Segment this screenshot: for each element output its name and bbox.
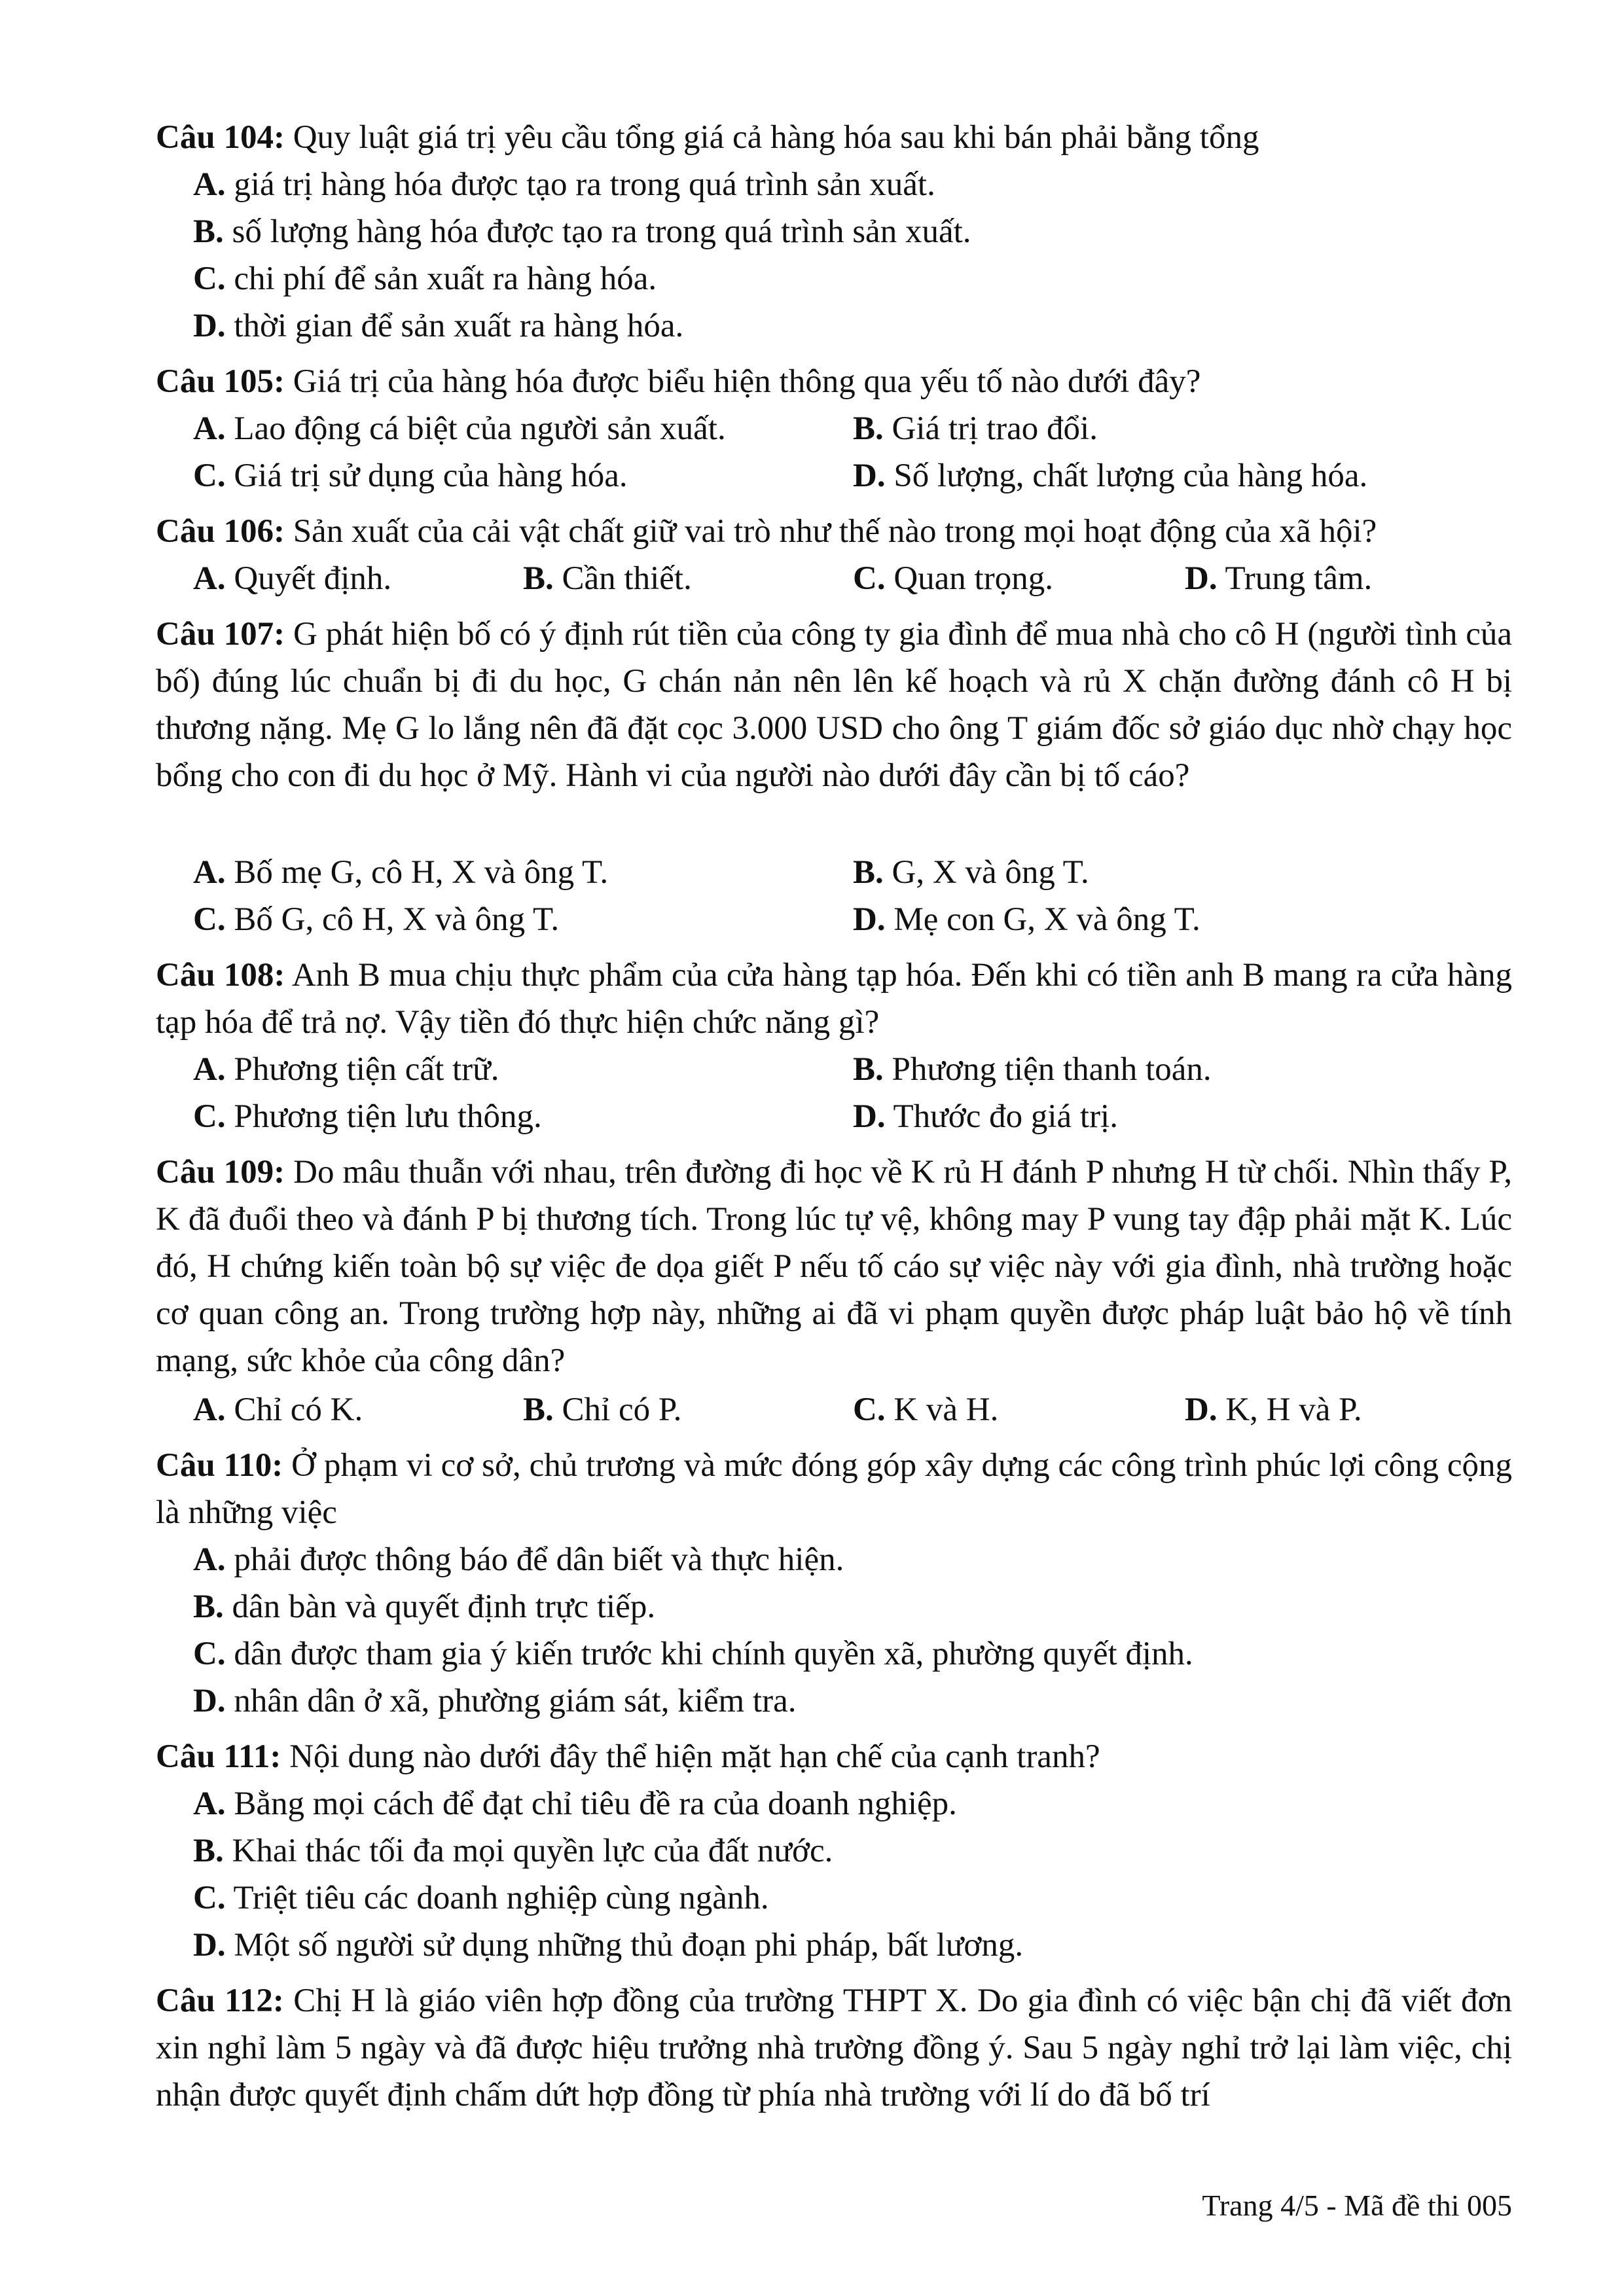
option-107-d[interactable] [853, 896, 1200, 943]
option-text: thời gian để sản xuất ra hàng hóa. [234, 308, 684, 344]
option-label: B. [193, 1588, 224, 1625]
question-stem [156, 114, 1512, 161]
option-text: Khai thác tối đa mọi quyền lực của đất nước. [232, 1833, 833, 1869]
option-label: C. [193, 1098, 226, 1135]
option-label: C. [853, 1391, 886, 1428]
option-label: B. [193, 1833, 224, 1869]
option-label: A. [193, 1391, 226, 1428]
option-text: dân bàn và quyết định trực tiếp. [232, 1588, 656, 1625]
option-text: Phương tiện thanh toán. [892, 1051, 1212, 1088]
question-text: Chị H là giáo viên hợp đồng của trường THPT X. Do gia đình có việc bận chị đã viết đơn xin nghỉ làm 5 ngày và đã được hiệu trưởng nhà trường đồng ý. Sau 5 ngày nghỉ trở lại làm việc, chị nhận được quyết định chấm dứt hợp đồng từ phía nhà trường với lí do đã bố trí [156, 1982, 1512, 2113]
option-110-a[interactable] [193, 1536, 844, 1583]
option-107-c[interactable] [193, 896, 559, 943]
option-label: B. [193, 213, 224, 250]
option-105-d[interactable] [853, 452, 1367, 499]
page-footer: Trang 4/5 - Mã đề thi 005 [1202, 2189, 1512, 2222]
question-104 [156, 114, 1512, 161]
option-text: Bố mẹ G, cô H, X và ông T. [234, 854, 609, 891]
question-text: Giá trị của hàng hóa được biểu hiện thông qua yếu tố nào dưới đây? [293, 363, 1201, 400]
question-number: Câu 112: [156, 1982, 284, 2019]
option-text: Một số người sử dụng những thủ đoạn phi pháp, bất lương. [234, 1927, 1024, 1964]
question-105 [156, 358, 1512, 405]
option-text: nhân dân ở xã, phường giám sát, kiểm tra. [234, 1683, 797, 1719]
option-106-d[interactable] [1185, 555, 1372, 602]
option-110-c[interactable] [193, 1630, 1193, 1677]
option-109-d[interactable] [1185, 1386, 1362, 1433]
question-stem [156, 1733, 1512, 1780]
option-107-b[interactable] [853, 849, 1089, 896]
option-label: D. [853, 457, 886, 494]
option-111-b[interactable] [193, 1827, 833, 1874]
option-label: A. [193, 560, 226, 597]
option-105-c[interactable] [193, 452, 628, 499]
option-label: B. [853, 410, 884, 447]
option-text: Chỉ có P. [562, 1391, 682, 1428]
question-109 [156, 1149, 1512, 1384]
question-108 [156, 952, 1512, 1046]
question-stem [156, 1442, 1512, 1536]
question-stem [156, 611, 1512, 799]
option-label: A. [193, 1785, 226, 1822]
question-text: Anh B mua chịu thực phẩm của cửa hàng tạp hóa. Đến khi có tiền anh B mang ra cửa hàng tạp hóa để trả nợ. Vậy tiền đó thực hiện chức năng gì? [156, 957, 1512, 1041]
question-number: Câu 111: [156, 1738, 281, 1775]
option-label: D. [1185, 1391, 1218, 1428]
option-106-c[interactable] [853, 555, 1053, 602]
option-text: Triệt tiêu các doanh nghiệp cùng ngành. [233, 1880, 769, 1916]
option-text: Số lượng, chất lượng của hàng hóa. [893, 457, 1368, 494]
option-108-a[interactable] [193, 1046, 499, 1093]
option-text: dân được tham gia ý kiến trước khi chính quyền xã, phường quyết định. [234, 1636, 1193, 1672]
option-label: D. [193, 1927, 226, 1964]
option-label: C. [853, 560, 886, 597]
option-text: Phương tiện lưu thông. [234, 1098, 542, 1135]
option-label: C. [193, 457, 226, 494]
question-text: Do mâu thuẫn với nhau, trên đường đi học về K rủ H đánh P nhưng H từ chối. Nhìn thấy P, K đã đuổi theo và đánh P bị thương tích. Trong lúc tự vệ, không may P vung tay đập phải mặt K. Lúc đó, H chứng kiến toàn bộ sự việc đe dọa giết P nếu tố cáo sự việc này với gia đình, nhà trường hoặc cơ quan công an. Trong trường hợp này, những ai đã vi phạm quyền được pháp luật bảo hộ về tính mạng, sức khỏe của công dân? [156, 1154, 1512, 1379]
question-text: Nội dung nào dưới đây thể hiện mặt hạn chế của cạnh tranh? [289, 1738, 1100, 1775]
option-108-c[interactable] [193, 1093, 542, 1140]
option-label: D. [853, 901, 886, 938]
option-text: K, H và P. [1225, 1391, 1362, 1428]
option-label: A. [193, 1541, 226, 1578]
question-text: G phát hiện bố có ý định rút tiền của công ty gia đình để mua nhà cho cô H (người tình của bố) đúng lúc chuẩn bị đi du học, G chán nản nên lên kế hoạch và rủ X chặn đường đánh cô H bị thương nặng. Mẹ G lo lắng nên đã đặt cọc 3.000 USD cho ông T giám đốc sở giáo dục nhờ chạy học bổng cho con đi du học ở Mỹ. Hành vi của người nào dưới đây cần bị tố cáo? [156, 616, 1512, 794]
option-label: B. [523, 560, 554, 597]
option-text: G, X và ông T. [892, 854, 1089, 891]
option-label: B. [853, 854, 884, 891]
option-104-a[interactable] [193, 161, 935, 208]
option-106-b[interactable] [523, 555, 692, 602]
option-109-b[interactable] [523, 1386, 681, 1433]
question-number: Câu 110: [156, 1447, 283, 1484]
option-label: A. [193, 410, 226, 447]
option-text: giá trị hàng hóa được tạo ra trong quá trình sản xuất. [234, 166, 935, 203]
question-number: Câu 106: [156, 513, 285, 550]
question-110 [156, 1442, 1512, 1536]
option-text: Lao động cá biệt của người sản xuất. [234, 410, 726, 447]
option-110-d[interactable] [193, 1677, 796, 1725]
option-label: C. [193, 901, 226, 938]
option-label: D. [193, 308, 226, 344]
option-text: phải được thông báo để dân biết và thực hiện. [234, 1541, 844, 1578]
option-110-b[interactable] [193, 1583, 655, 1630]
option-text: Mẹ con G, X và ông T. [893, 901, 1200, 938]
question-stem [156, 1149, 1512, 1384]
option-label: D. [193, 1683, 226, 1719]
option-text: Giá trị trao đổi. [892, 410, 1098, 447]
option-text: Quyết định. [234, 560, 392, 597]
option-label: D. [853, 1098, 886, 1135]
option-111-a[interactable] [193, 1780, 957, 1827]
option-text: Cần thiết. [562, 560, 692, 597]
question-107 [156, 611, 1512, 799]
option-106-a[interactable] [193, 555, 391, 602]
option-text: Trung tâm. [1225, 560, 1373, 597]
question-number: Câu 107: [156, 616, 285, 653]
option-111-d[interactable] [193, 1922, 1023, 1969]
option-label: D. [1185, 560, 1218, 597]
option-text: K và H. [893, 1391, 999, 1428]
option-text: Quan trọng. [893, 560, 1053, 597]
question-number: Câu 104: [156, 119, 285, 156]
option-104-b[interactable] [193, 208, 971, 255]
question-stem [156, 508, 1512, 555]
option-label: A. [193, 166, 226, 203]
option-text: Thước đo giá trị. [893, 1098, 1118, 1135]
option-text: Phương tiện cất trữ. [234, 1051, 499, 1088]
option-text: số lượng hàng hóa được tạo ra trong quá trình sản xuất. [232, 213, 971, 250]
question-106 [156, 508, 1512, 555]
option-label: C. [193, 1880, 226, 1916]
question-number: Câu 109: [156, 1154, 285, 1191]
option-text: Bằng mọi cách để đạt chỉ tiêu đề ra của doanh nghiệp. [234, 1785, 957, 1822]
option-text: Giá trị sử dụng của hàng hóa. [234, 457, 628, 494]
question-number: Câu 108: [156, 957, 285, 994]
option-label: C. [193, 260, 226, 297]
option-104-c[interactable] [193, 255, 657, 302]
question-112 [156, 1977, 1512, 2119]
option-105-b[interactable] [853, 405, 1098, 452]
option-label: C. [193, 1636, 226, 1672]
option-label: B. [523, 1391, 554, 1428]
option-111-c[interactable] [193, 1874, 769, 1922]
option-text: Chỉ có K. [234, 1391, 363, 1428]
question-111 [156, 1733, 1512, 1780]
option-108-b[interactable] [853, 1046, 1212, 1093]
option-109-a[interactable] [193, 1386, 363, 1433]
question-stem [156, 952, 1512, 1046]
option-text: Bố G, cô H, X và ông T. [234, 901, 560, 938]
question-text: Ở phạm vi cơ sở, chủ trương và mức đóng góp xây dựng các công trình phúc lợi công cộng là những việc [156, 1447, 1513, 1531]
option-label: B. [853, 1051, 884, 1088]
option-105-a[interactable] [193, 405, 726, 452]
question-text: Quy luật giá trị yêu cầu tổng giá cả hàng hóa sau khi bán phải bằng tổng [293, 119, 1259, 156]
option-107-a[interactable] [193, 849, 608, 896]
question-text: Sản xuất của cải vật chất giữ vai trò như thế nào trong mọi hoạt động của xã hội? [293, 513, 1377, 550]
question-number: Câu 105: [156, 363, 285, 400]
question-stem [156, 358, 1512, 405]
option-109-c[interactable] [853, 1386, 998, 1433]
option-text: chi phí để sản xuất ra hàng hóa. [234, 260, 657, 297]
option-label: A. [193, 854, 226, 891]
question-stem [156, 1977, 1512, 2119]
option-108-d[interactable] [853, 1093, 1118, 1140]
option-label: A. [193, 1051, 226, 1088]
option-104-d[interactable] [193, 302, 683, 350]
